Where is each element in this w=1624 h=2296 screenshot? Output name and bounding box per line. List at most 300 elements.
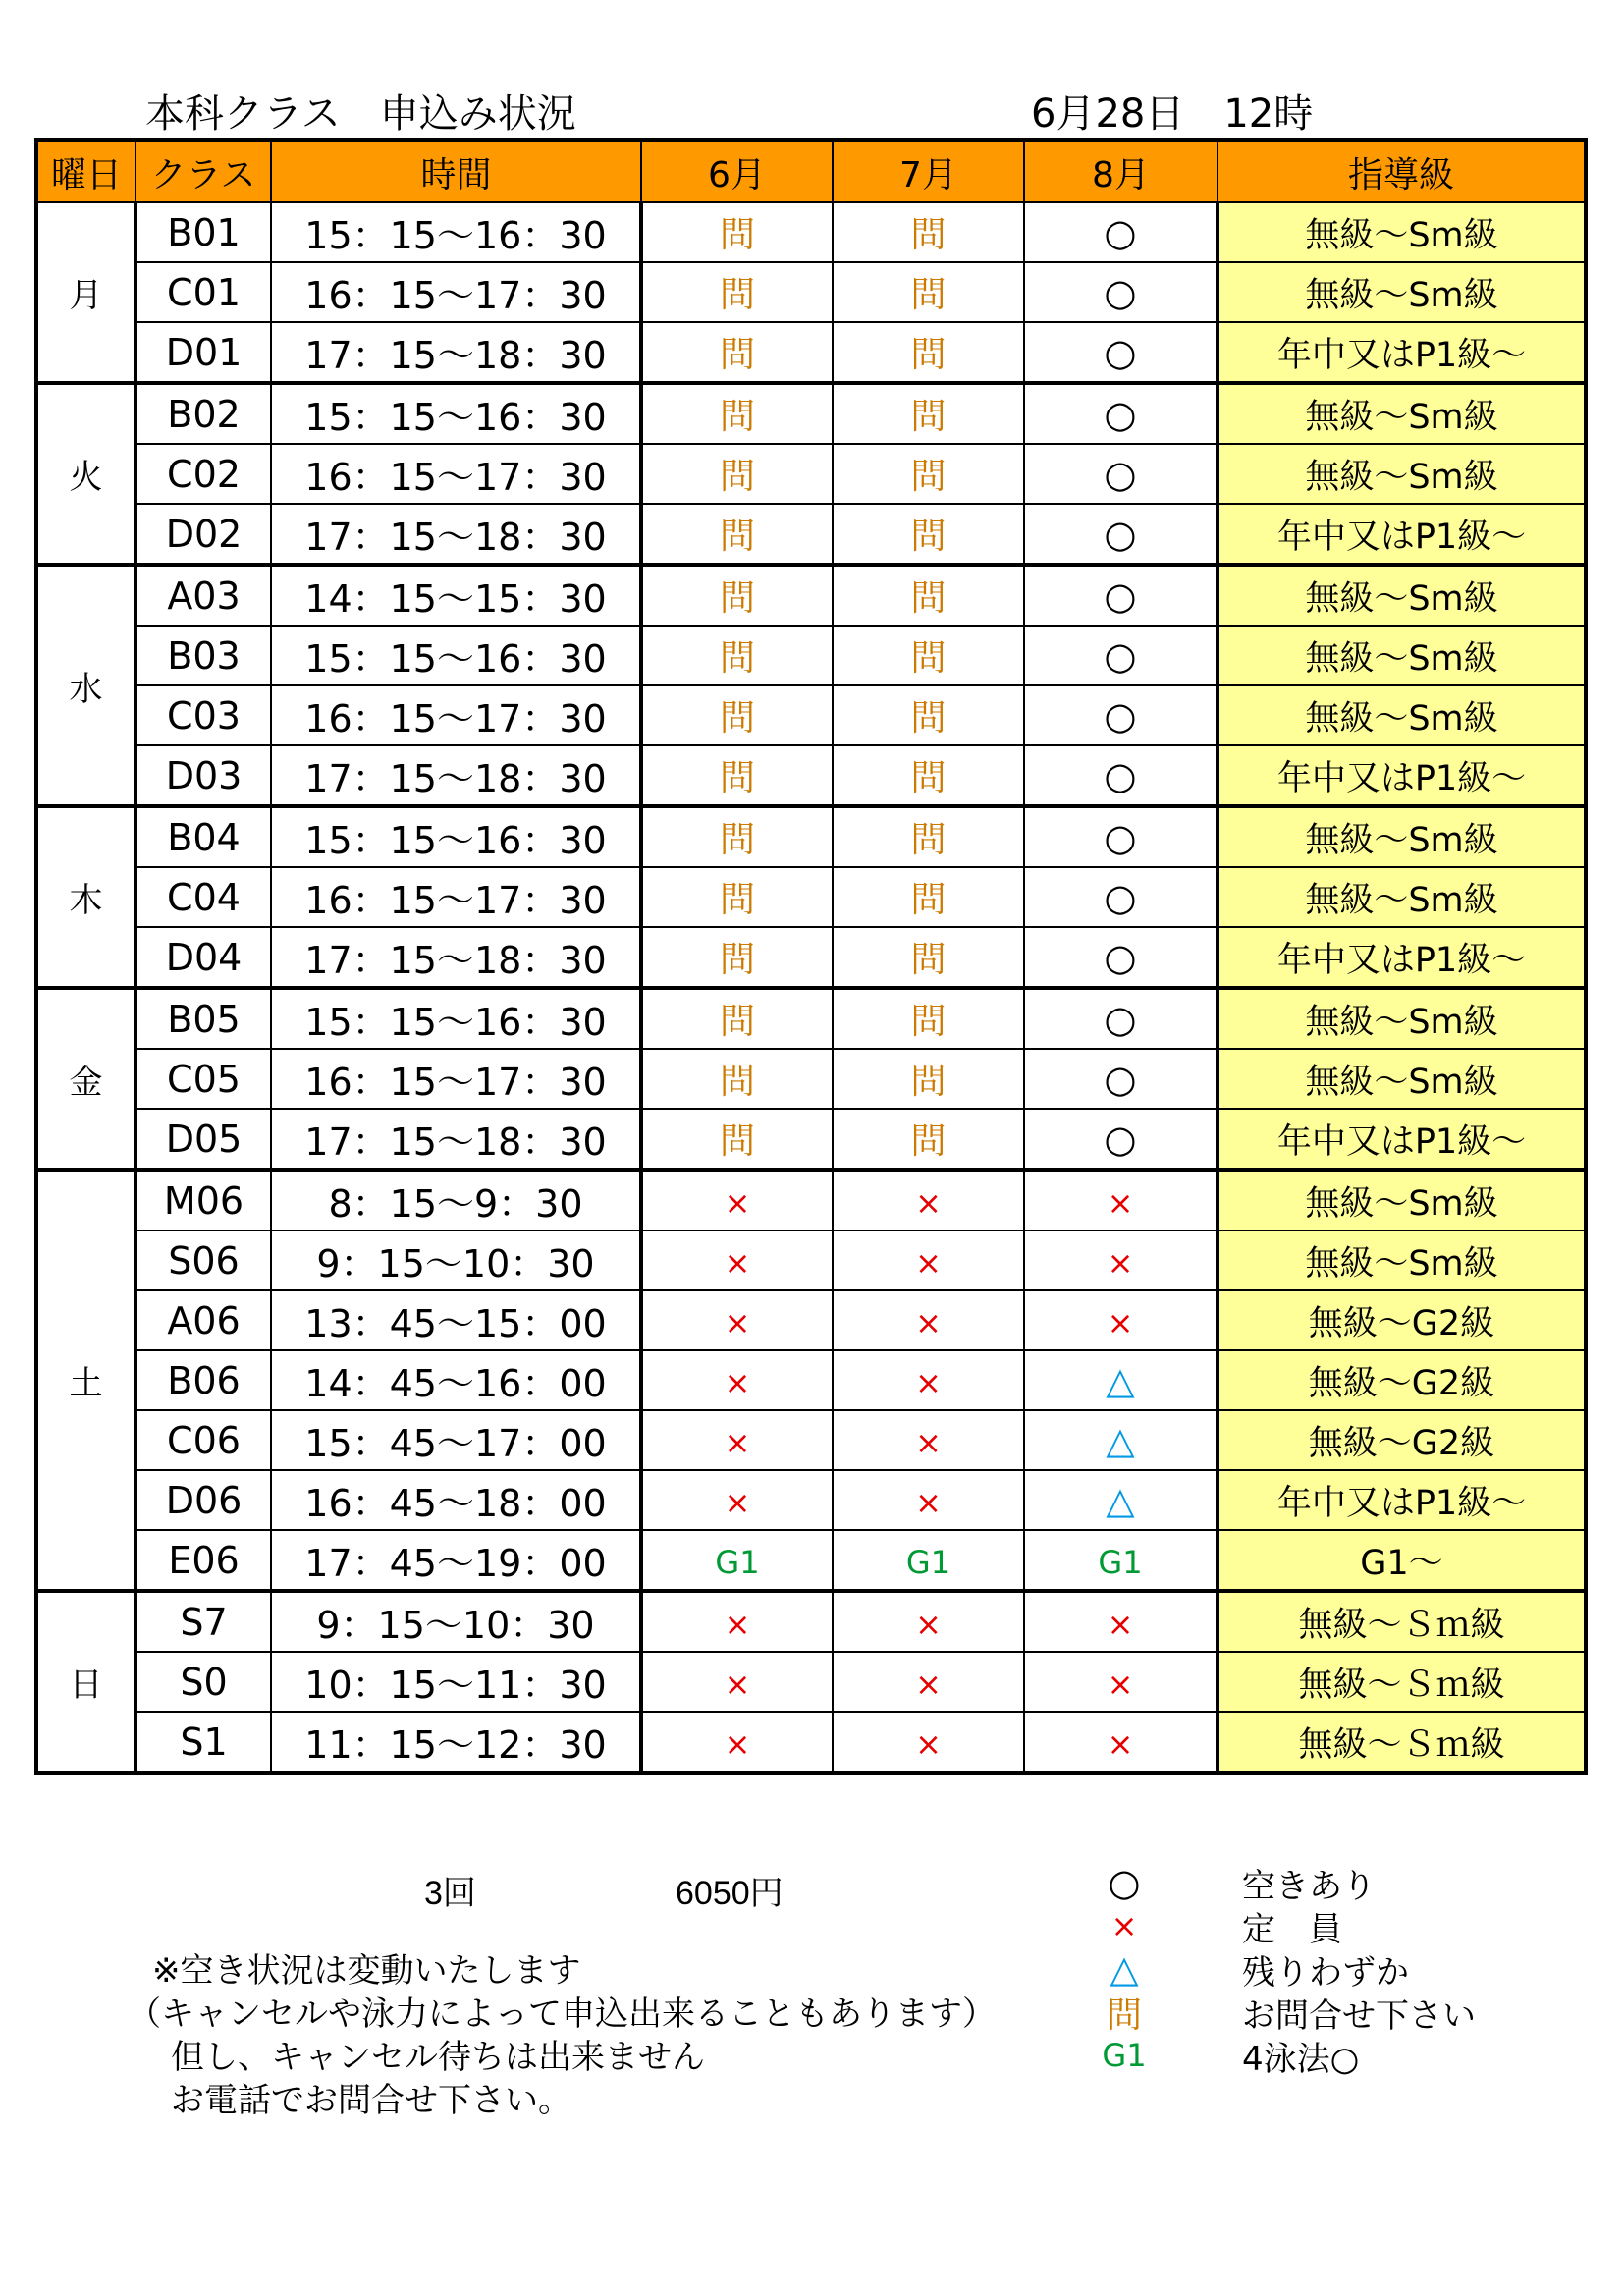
col-header-june: 6月 bbox=[641, 140, 833, 202]
class-time: 17：45～19：00 bbox=[271, 1530, 641, 1591]
status-ask-icon: 問 bbox=[910, 578, 947, 619]
status-cell bbox=[1024, 383, 1218, 444]
status-cell bbox=[641, 1290, 833, 1350]
class-time: 17：15～18：30 bbox=[271, 322, 641, 383]
status-g1-icon: G1 bbox=[715, 1543, 760, 1581]
status-cell bbox=[1024, 988, 1218, 1049]
status-ask-icon: 問 bbox=[719, 1002, 755, 1042]
status-full-icon: × bbox=[915, 1303, 942, 1341]
status-full-icon: × bbox=[1107, 1665, 1134, 1703]
class-time: 13：45～15：00 bbox=[271, 1290, 641, 1350]
table-row bbox=[36, 322, 1586, 383]
status-ask-icon: 問 bbox=[910, 275, 947, 315]
status-full-icon: × bbox=[915, 1363, 942, 1401]
status-open-icon: ○ bbox=[1104, 935, 1137, 979]
status-cell bbox=[641, 1652, 833, 1712]
status-cell bbox=[641, 745, 833, 806]
level-cell: 無級～Sm級 bbox=[1218, 202, 1586, 262]
level-cell: 無級～Sm級 bbox=[1218, 383, 1586, 444]
status-cell bbox=[1024, 927, 1218, 988]
status-ask-icon: 問 bbox=[719, 940, 755, 980]
day-cell: 木 bbox=[36, 806, 135, 988]
class-time: 15：15～16：30 bbox=[271, 988, 641, 1049]
legend-open-icon: ○ bbox=[1108, 1861, 1141, 1904]
table-header-row bbox=[36, 140, 1586, 202]
class-code: D01 bbox=[135, 322, 271, 383]
status-ask-icon: 問 bbox=[719, 397, 755, 437]
status-cell bbox=[833, 927, 1024, 988]
status-cell bbox=[641, 806, 833, 867]
status-cell bbox=[1024, 1049, 1218, 1109]
status-ask-icon: 問 bbox=[910, 1002, 947, 1042]
status-ask-icon: 問 bbox=[910, 215, 947, 255]
schedule-body bbox=[36, 202, 1586, 1773]
table-row bbox=[36, 685, 1586, 745]
status-open-icon: ○ bbox=[1104, 1057, 1137, 1101]
legend-item bbox=[1090, 2034, 1476, 2077]
status-cell bbox=[641, 504, 833, 565]
status-cell bbox=[641, 685, 833, 745]
status-cell bbox=[641, 1591, 833, 1652]
class-code: C03 bbox=[135, 685, 271, 745]
status-cell bbox=[1024, 806, 1218, 867]
table-row bbox=[36, 988, 1586, 1049]
level-cell: 年中又はP1級～ bbox=[1218, 504, 1586, 565]
status-cell bbox=[833, 1530, 1024, 1591]
table-row bbox=[36, 927, 1586, 988]
status-cell bbox=[1024, 1290, 1218, 1350]
col-header-class: クラス bbox=[135, 140, 271, 202]
legend-label: 残りわずか bbox=[1242, 1952, 1409, 1993]
status-open-icon: ○ bbox=[1104, 633, 1137, 678]
notes bbox=[128, 1949, 996, 2122]
status-cell bbox=[641, 565, 833, 626]
status-cell bbox=[1024, 262, 1218, 322]
lesson-price: 6050円 bbox=[676, 1875, 784, 1912]
status-full-icon: × bbox=[724, 1483, 751, 1521]
table-row bbox=[36, 626, 1586, 685]
day-cell: 日 bbox=[36, 1591, 135, 1773]
status-cell bbox=[833, 867, 1024, 927]
status-full-icon: × bbox=[724, 1605, 751, 1643]
class-time: 15：15～16：30 bbox=[271, 806, 641, 867]
class-time: 17：15～18：30 bbox=[271, 504, 641, 565]
status-ask-icon: 問 bbox=[719, 578, 755, 619]
status-cell bbox=[833, 383, 1024, 444]
class-code: C02 bbox=[135, 444, 271, 504]
status-full-icon: × bbox=[915, 1605, 942, 1643]
status-cell bbox=[833, 626, 1024, 685]
status-cell bbox=[641, 1350, 833, 1410]
status-cell bbox=[641, 1530, 833, 1591]
day-cell: 月 bbox=[36, 202, 135, 383]
status-open-icon: ○ bbox=[1104, 693, 1137, 738]
table-row bbox=[36, 1170, 1586, 1230]
day-cell: 金 bbox=[36, 988, 135, 1170]
class-code: D06 bbox=[135, 1470, 271, 1530]
level-cell: 無級～Sm級 bbox=[1218, 565, 1586, 626]
level-cell: 年中又はP1級～ bbox=[1218, 745, 1586, 806]
status-cell bbox=[1024, 444, 1218, 504]
status-cell bbox=[1024, 1350, 1218, 1410]
status-cell bbox=[833, 322, 1024, 383]
table-row bbox=[36, 444, 1586, 504]
status-cell bbox=[641, 626, 833, 685]
status-full-icon: × bbox=[915, 1243, 942, 1282]
class-time: 10：15～11：30 bbox=[271, 1652, 641, 1712]
legend-label: 定 員 bbox=[1242, 1909, 1342, 1949]
table-row bbox=[36, 1049, 1586, 1109]
legend-g1-icon: G1 bbox=[1102, 2037, 1147, 2074]
class-time: 17：15～18：30 bbox=[271, 1109, 641, 1170]
col-header-august: 8月 bbox=[1024, 140, 1218, 202]
status-ask-icon: 問 bbox=[719, 638, 755, 679]
status-ask-icon: 問 bbox=[910, 335, 947, 375]
status-full-icon: × bbox=[724, 1665, 751, 1703]
status-ask-icon: 問 bbox=[910, 940, 947, 980]
status-cell bbox=[1024, 1591, 1218, 1652]
note-line: ※空き状況は変動いたします bbox=[152, 1951, 581, 1991]
class-code: B04 bbox=[135, 806, 271, 867]
status-open-icon: ○ bbox=[1104, 392, 1137, 436]
class-code: C05 bbox=[135, 1049, 271, 1109]
status-cell bbox=[1024, 745, 1218, 806]
status-full-icon: × bbox=[724, 1363, 751, 1401]
status-cell bbox=[833, 444, 1024, 504]
class-time: 15：45～17：00 bbox=[271, 1410, 641, 1470]
level-cell: 無級～G2級 bbox=[1218, 1290, 1586, 1350]
class-time: 9：15～10：30 bbox=[271, 1591, 641, 1652]
level-cell: 無級～Sm級 bbox=[1218, 626, 1586, 685]
status-full-icon: × bbox=[724, 1303, 751, 1341]
status-cell bbox=[1024, 626, 1218, 685]
status-open-icon: ○ bbox=[1104, 1117, 1137, 1161]
status-ask-icon: 問 bbox=[719, 880, 755, 920]
col-header-time: 時間 bbox=[271, 140, 641, 202]
status-cell bbox=[641, 927, 833, 988]
status-ask-icon: 問 bbox=[910, 758, 947, 798]
status-ask-icon: 問 bbox=[910, 1062, 947, 1102]
col-header-july: 7月 bbox=[833, 140, 1024, 202]
status-cell bbox=[833, 1109, 1024, 1170]
status-cell bbox=[833, 565, 1024, 626]
status-ask-icon: 問 bbox=[719, 820, 755, 860]
status-cell bbox=[1024, 1170, 1218, 1230]
class-code: E06 bbox=[135, 1530, 271, 1591]
class-code: S7 bbox=[135, 1591, 271, 1652]
legend-full-icon: × bbox=[1110, 1907, 1138, 1944]
note-line: お電話でお問合せ下さい。 bbox=[137, 2081, 571, 2120]
class-time: 16：15～17：30 bbox=[271, 1049, 641, 1109]
status-cell bbox=[833, 1290, 1024, 1350]
status-cell bbox=[833, 988, 1024, 1049]
legend-item bbox=[1090, 1991, 1476, 2034]
table-row bbox=[36, 383, 1586, 444]
status-full-icon: × bbox=[1107, 1605, 1134, 1643]
table-row bbox=[36, 565, 1586, 626]
status-cell bbox=[641, 1470, 833, 1530]
legend-ask-icon: 問 bbox=[1106, 1995, 1142, 2036]
status-cell bbox=[833, 1652, 1024, 1712]
status-cell bbox=[641, 1230, 833, 1290]
legend-few-icon: △ bbox=[1110, 1947, 1139, 1991]
level-cell: 無級～G2級 bbox=[1218, 1410, 1586, 1470]
lesson-count: 3回 bbox=[424, 1875, 476, 1912]
class-code: S1 bbox=[135, 1712, 271, 1773]
status-cell bbox=[1024, 1530, 1218, 1591]
status-ask-icon: 問 bbox=[719, 1121, 755, 1162]
status-ask-icon: 問 bbox=[719, 517, 755, 557]
class-time: 17：15～18：30 bbox=[271, 745, 641, 806]
status-cell bbox=[833, 806, 1024, 867]
legend-item bbox=[1090, 1861, 1476, 1904]
status-cell bbox=[641, 202, 833, 262]
class-code: M06 bbox=[135, 1170, 271, 1230]
status-cell bbox=[1024, 685, 1218, 745]
status-ask-icon: 問 bbox=[719, 275, 755, 315]
status-ask-icon: 問 bbox=[719, 698, 755, 738]
class-code: B03 bbox=[135, 626, 271, 685]
level-cell: 無級～Ｓｍ級 bbox=[1218, 1591, 1586, 1652]
legend-item bbox=[1090, 1904, 1476, 1947]
col-header-day: 曜日 bbox=[36, 140, 135, 202]
class-time: 16：15～17：30 bbox=[271, 444, 641, 504]
status-ask-icon: 問 bbox=[719, 215, 755, 255]
status-cell bbox=[1024, 1712, 1218, 1773]
level-cell: G1～ bbox=[1218, 1530, 1586, 1591]
level-cell: 無級～Sm級 bbox=[1218, 988, 1586, 1049]
level-cell: 無級～Sm級 bbox=[1218, 806, 1586, 867]
status-cell bbox=[833, 262, 1024, 322]
status-open-icon: ○ bbox=[1104, 815, 1137, 859]
level-cell: 無級～Ｓｍ級 bbox=[1218, 1652, 1586, 1712]
schedule-table bbox=[34, 138, 1588, 1775]
status-cell bbox=[833, 1470, 1024, 1530]
status-full-icon: × bbox=[915, 1423, 942, 1461]
class-code: A03 bbox=[135, 565, 271, 626]
class-time: 11：15～12：30 bbox=[271, 1712, 641, 1773]
status-cell bbox=[1024, 202, 1218, 262]
status-full-icon: × bbox=[1107, 1183, 1134, 1222]
status-ask-icon: 問 bbox=[719, 758, 755, 798]
class-time: 17：15～18：30 bbox=[271, 927, 641, 988]
level-cell: 無級～Sm級 bbox=[1218, 867, 1586, 927]
status-open-icon: ○ bbox=[1104, 753, 1137, 797]
level-cell: 無級～Sm級 bbox=[1218, 262, 1586, 322]
class-time: 16：15～17：30 bbox=[271, 262, 641, 322]
status-cell bbox=[641, 444, 833, 504]
level-cell: 無級～Sm級 bbox=[1218, 444, 1586, 504]
status-cell bbox=[1024, 1230, 1218, 1290]
status-ask-icon: 問 bbox=[910, 1121, 947, 1162]
level-cell: 年中又はP1級～ bbox=[1218, 927, 1586, 988]
class-code: A06 bbox=[135, 1290, 271, 1350]
status-few-icon: △ bbox=[1106, 1358, 1135, 1402]
status-ask-icon: 問 bbox=[719, 1062, 755, 1102]
class-time: 16：15～17：30 bbox=[271, 867, 641, 927]
class-code: D04 bbox=[135, 927, 271, 988]
level-cell: 年中又はP1級～ bbox=[1218, 1109, 1586, 1170]
class-code: B02 bbox=[135, 383, 271, 444]
class-code: S06 bbox=[135, 1230, 271, 1290]
status-ask-icon: 問 bbox=[910, 820, 947, 860]
status-open-icon: ○ bbox=[1104, 452, 1137, 496]
status-cell bbox=[1024, 1109, 1218, 1170]
status-ask-icon: 問 bbox=[719, 457, 755, 497]
class-code: B01 bbox=[135, 202, 271, 262]
status-open-icon: ○ bbox=[1104, 997, 1137, 1041]
update-datetime: 6月28日 12時 bbox=[1031, 91, 1314, 137]
table-row bbox=[36, 1109, 1586, 1170]
status-open-icon: ○ bbox=[1104, 875, 1137, 919]
status-full-icon: × bbox=[915, 1483, 942, 1521]
status-full-icon: × bbox=[915, 1665, 942, 1703]
table-row bbox=[36, 1591, 1586, 1652]
class-time: 15：15～16：30 bbox=[271, 202, 641, 262]
status-few-icon: △ bbox=[1106, 1478, 1135, 1522]
status-cell bbox=[833, 1170, 1024, 1230]
status-open-icon: ○ bbox=[1104, 210, 1137, 254]
level-cell: 無級～G2級 bbox=[1218, 1350, 1586, 1410]
status-g1-icon: G1 bbox=[1098, 1543, 1143, 1581]
status-full-icon: × bbox=[724, 1423, 751, 1461]
status-cell bbox=[833, 1350, 1024, 1410]
status-ask-icon: 問 bbox=[910, 638, 947, 679]
status-cell bbox=[833, 202, 1024, 262]
status-cell bbox=[1024, 1470, 1218, 1530]
level-cell: 無級～Sm級 bbox=[1218, 1049, 1586, 1109]
status-cell bbox=[833, 745, 1024, 806]
status-ask-icon: 問 bbox=[910, 517, 947, 557]
status-open-icon: ○ bbox=[1104, 270, 1137, 314]
status-few-icon: △ bbox=[1106, 1418, 1135, 1462]
status-full-icon: × bbox=[724, 1183, 751, 1222]
table-row bbox=[36, 262, 1586, 322]
status-cell bbox=[833, 1591, 1024, 1652]
note-line: （キャンセルや泳力によって申込出来ることもあります） bbox=[128, 1995, 996, 2034]
status-cell bbox=[833, 685, 1024, 745]
status-cell bbox=[833, 1712, 1024, 1773]
legend-item bbox=[1090, 1947, 1476, 1991]
status-cell bbox=[833, 1410, 1024, 1470]
class-time: 8：15～9：30 bbox=[271, 1170, 641, 1230]
level-cell: 無級～Sm級 bbox=[1218, 1170, 1586, 1230]
table-row bbox=[36, 1712, 1586, 1773]
legend-label: 4泳法○ bbox=[1242, 2039, 1360, 2079]
table-row bbox=[36, 504, 1586, 565]
status-full-icon: × bbox=[915, 1183, 942, 1222]
level-cell: 無級～Ｓｍ級 bbox=[1218, 1712, 1586, 1773]
class-code: S0 bbox=[135, 1652, 271, 1712]
status-cell bbox=[641, 262, 833, 322]
status-cell bbox=[833, 1230, 1024, 1290]
legend-label: お問合せ下さい bbox=[1242, 1995, 1476, 2036]
status-cell bbox=[833, 1049, 1024, 1109]
status-full-icon: × bbox=[724, 1724, 751, 1763]
status-ask-icon: 問 bbox=[910, 397, 947, 437]
note-line: 但し、キャンセル待ちは出来ません bbox=[137, 2038, 705, 2077]
table-row bbox=[36, 1530, 1586, 1591]
status-ask-icon: 問 bbox=[910, 457, 947, 497]
status-cell bbox=[833, 504, 1024, 565]
status-full-icon: × bbox=[724, 1243, 751, 1282]
table-row bbox=[36, 745, 1586, 806]
class-time: 9：15～10：30 bbox=[271, 1230, 641, 1290]
page-title: 本科クラス 申込み状況 bbox=[145, 91, 576, 137]
status-cell bbox=[1024, 1410, 1218, 1470]
class-time: 16：15～17：30 bbox=[271, 685, 641, 745]
table-row bbox=[36, 202, 1586, 262]
class-time: 14：15～15：30 bbox=[271, 565, 641, 626]
status-open-icon: ○ bbox=[1104, 512, 1137, 556]
status-cell bbox=[641, 383, 833, 444]
status-cell bbox=[641, 1170, 833, 1230]
status-cell bbox=[1024, 504, 1218, 565]
legend bbox=[1090, 1861, 1476, 2077]
status-cell bbox=[641, 1410, 833, 1470]
table-row bbox=[36, 1290, 1586, 1350]
status-ask-icon: 問 bbox=[910, 698, 947, 738]
status-full-icon: × bbox=[1107, 1724, 1134, 1763]
class-code: D05 bbox=[135, 1109, 271, 1170]
status-g1-icon: G1 bbox=[905, 1543, 951, 1581]
class-time: 16：45～18：00 bbox=[271, 1470, 641, 1530]
status-cell bbox=[641, 988, 833, 1049]
status-ask-icon: 問 bbox=[719, 335, 755, 375]
class-code: C06 bbox=[135, 1410, 271, 1470]
status-full-icon: × bbox=[1107, 1303, 1134, 1341]
day-cell: 水 bbox=[36, 565, 135, 806]
status-full-icon: × bbox=[1107, 1243, 1134, 1282]
status-cell bbox=[641, 1109, 833, 1170]
status-cell bbox=[1024, 565, 1218, 626]
class-time: 15：15～16：30 bbox=[271, 383, 641, 444]
table-row bbox=[36, 1350, 1586, 1410]
class-code: D03 bbox=[135, 745, 271, 806]
class-code: B06 bbox=[135, 1350, 271, 1410]
day-cell: 火 bbox=[36, 383, 135, 565]
table-row bbox=[36, 1230, 1586, 1290]
status-cell bbox=[1024, 322, 1218, 383]
class-code: D02 bbox=[135, 504, 271, 565]
status-cell bbox=[641, 1712, 833, 1773]
status-full-icon: × bbox=[915, 1724, 942, 1763]
table-row bbox=[36, 806, 1586, 867]
status-open-icon: ○ bbox=[1104, 574, 1137, 618]
col-header-level: 指導級 bbox=[1218, 140, 1586, 202]
table-row bbox=[36, 867, 1586, 927]
class-code: C01 bbox=[135, 262, 271, 322]
class-time: 14：45～16：00 bbox=[271, 1350, 641, 1410]
level-cell: 年中又はP1級～ bbox=[1218, 322, 1586, 383]
table-row bbox=[36, 1410, 1586, 1470]
level-cell: 無級～Sm級 bbox=[1218, 685, 1586, 745]
legend-label: 空きあり bbox=[1242, 1866, 1376, 1906]
status-cell bbox=[641, 322, 833, 383]
class-code: B05 bbox=[135, 988, 271, 1049]
class-time: 15：15～16：30 bbox=[271, 626, 641, 685]
status-cell bbox=[641, 867, 833, 927]
level-cell: 年中又はP1級～ bbox=[1218, 1470, 1586, 1530]
status-cell bbox=[1024, 867, 1218, 927]
status-open-icon: ○ bbox=[1104, 330, 1137, 374]
table-row bbox=[36, 1652, 1586, 1712]
table-row bbox=[36, 1470, 1586, 1530]
level-cell: 無級～Sm級 bbox=[1218, 1230, 1586, 1290]
class-code: C04 bbox=[135, 867, 271, 927]
status-cell bbox=[1024, 1652, 1218, 1712]
status-ask-icon: 問 bbox=[910, 880, 947, 920]
